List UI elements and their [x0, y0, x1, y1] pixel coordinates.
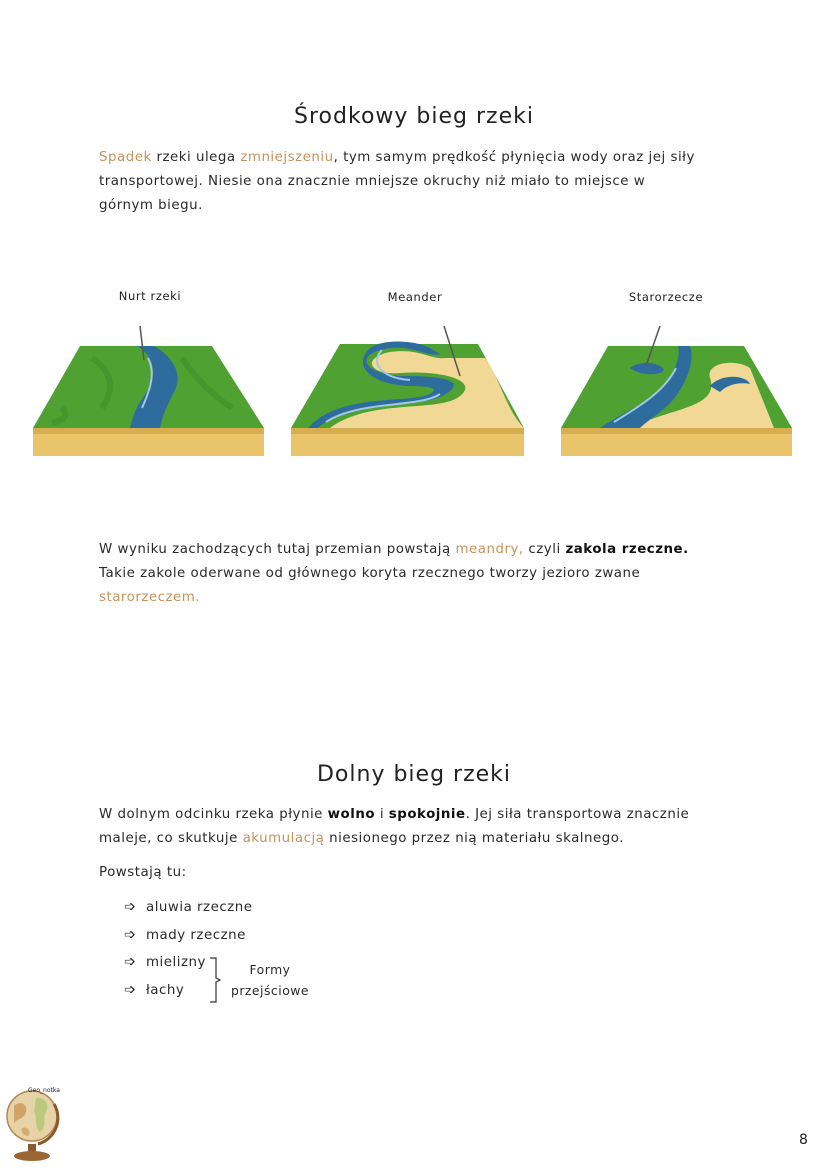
lower-course-paragraph — [99, 803, 699, 851]
keyword-zmniejszeniu: zmniejszeniu — [240, 150, 334, 165]
globe-icon — [4, 1082, 64, 1166]
keyword-spadek: Spadek — [99, 150, 152, 165]
list-item-label: mielizny — [146, 955, 206, 970]
caption-nurt-rzeki: Nurt rzeki — [118, 289, 182, 303]
list-item — [124, 899, 252, 915]
keyword-wolno: wolno — [327, 807, 376, 822]
page-number: 8 — [799, 1132, 808, 1148]
text-fragment: czyli — [523, 542, 566, 557]
section-title-middle-course: Środkowy bieg rzeki — [294, 104, 534, 129]
text-fragment: Takie zakole oderwane od głównego koryta rzecznego tworzy jezioro zwane — [99, 566, 641, 581]
text-fragment: niesionego przez nią materiału skalnego. — [324, 831, 624, 846]
transitional-forms-label — [228, 959, 312, 1001]
keyword-starorzeczem: starorzeczem. — [99, 590, 201, 605]
list-item-label: łachy — [146, 983, 185, 998]
list-item-label: mady rzeczne — [146, 928, 246, 943]
text-fragment: i — [375, 807, 389, 822]
list-item — [124, 982, 184, 998]
keyword-spokojnie: spokojnie — [388, 807, 466, 822]
arrow-right-icon: ➩ — [124, 927, 137, 943]
text-fragment: , tym samym prędkość płynięcia wody oraz jej siły transportowej. Niesie ona znacznie mniejsze okruchy niż miało to miejsce w górnym biegu. — [99, 150, 695, 213]
transitional-forms-bracket — [208, 956, 222, 1004]
logo-text: Geo_notka — [28, 1087, 60, 1094]
keyword-akumulacja: akumulacją — [242, 831, 325, 846]
caption-meander: Meander — [387, 290, 443, 304]
text-fragment: W dolnym odcinku rzeka płynie — [99, 807, 328, 822]
keyword-meandry: meandry, — [455, 542, 524, 557]
meander-explanation-paragraph — [99, 538, 699, 610]
arrow-right-icon: ➩ — [124, 899, 137, 915]
text-fragment: rzeki ulega — [151, 150, 241, 165]
keyword-zakola-rzeczne: zakola rzeczne. — [565, 542, 689, 557]
middle-course-paragraph — [99, 146, 699, 218]
caption-starorzecze: Starorzecze — [628, 290, 704, 304]
list-item-label: aluwia rzeczne — [146, 900, 253, 915]
diagram-oxbow-lake — [560, 318, 794, 458]
forms-label-line: Formy — [249, 962, 291, 977]
forms-label-line: przejściowe — [230, 983, 310, 998]
diagram-meander — [290, 318, 526, 458]
arrow-right-icon: ➩ — [124, 954, 137, 970]
text-fragment: W wyniku zachodzących tutaj przemian powstają — [99, 542, 456, 557]
list-item — [124, 927, 246, 943]
list-item — [124, 954, 206, 970]
arrow-right-icon: ➩ — [124, 982, 137, 998]
section-title-lower-course: Dolny bieg rzeki — [316, 762, 512, 787]
forms-intro: Powstają tu: — [99, 865, 187, 880]
text-fragment: . Jej siła transportowa znacznie maleje, co skutkuje — [99, 807, 690, 846]
diagram-river-current — [32, 318, 266, 458]
